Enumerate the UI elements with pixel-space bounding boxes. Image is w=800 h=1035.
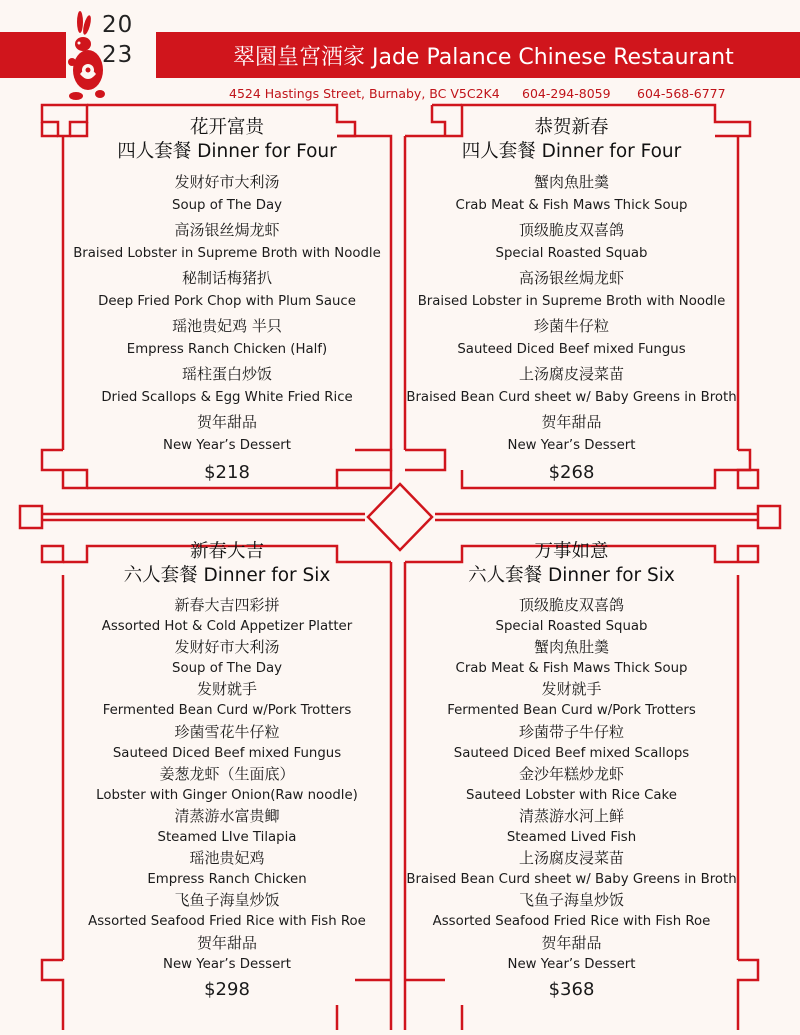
dish-name-en: New Year’s Dessert [507,956,636,972]
dish-name-en: Special Roasted Squab [495,246,648,261]
menu-title: 四人套餐 Dinner for Four [461,141,682,162]
dish-name-zh: 飞鱼子海皇炒饭 [518,891,624,910]
menu-title-zh: 恭贺新春 [534,117,609,138]
address: 4524 Hastings Street, Burnaby, BC V5C2K4 [229,86,500,101]
menu-title-zh: 花开富贵 [189,117,264,138]
dish-name-en: New Year’s Dessert [163,956,291,972]
dish-name-en: Sauteed Diced Beef mixed Fungus [457,342,686,357]
phone-1: 604-294-8059 [522,86,611,101]
dish-name-zh: 上汤腐皮浸菜苗 [518,365,624,383]
dish-name-en: Assorted Seafood Fried Rice with Fish Roe [88,914,366,930]
menu-dinner-for-six-1 [64,540,390,1003]
dish-name-en: Braised Lobster in Supreme Broth with Noodle [73,246,381,261]
dish-name-en: Dried Scallops & Egg White Fried Rice [101,390,353,405]
dish-name-zh: 清蒸游水河上鲜 [518,806,624,825]
dish-name-en: Empress Ranch Chicken (Half) [126,342,328,357]
dish-name-zh: 瑶池贵妃鸡 [189,849,265,868]
menu-title: 六人套餐 Dinner for Six [123,565,331,586]
dish-name-zh: 蟹肉魚肚羹 [533,173,609,191]
dish-name-en: Empress Ranch Chicken [147,872,307,888]
menu-title: 六人套餐 Dinner for Six [468,565,675,586]
dish-name-en: Braised Bean Curd sheet w/ Baby Greens in Broth [406,872,737,888]
dish-name-en: Braised Lobster in Supreme Broth with Noodle [417,294,726,309]
dish-name-en: Soup of The Day [172,661,282,677]
dish-name-en: Soup of The Day [172,198,282,213]
dish-name-zh: 发财好市大利汤 [174,173,280,191]
menu-title-zh: 新春大吉 [189,541,264,562]
dish-name-en: Steamed LIve Tilapia [157,830,297,846]
year-top: 20 [102,12,134,38]
year-bottom: 23 [102,42,134,68]
dish-name-en: Crab Meat & Fish Maws Thick Soup [455,198,688,213]
dish-name-en: Crab Meat & Fish Maws Thick Soup [455,661,688,677]
dish-name-zh: 金沙年糕炒龙虾 [518,764,624,783]
dish-name-zh: 蟹肉魚肚羹 [533,638,609,657]
menu-dinner-for-four-2 [406,116,737,486]
dish-name-en: New Year’s Dessert [163,438,291,453]
dish-name-zh: 贺年甜品 [196,933,257,952]
dish-name-zh: 姜葱龙虾（生面底） [159,764,295,783]
dish-name-zh: 珍菌雪花牛仔粒 [174,722,280,741]
dish-name-en: Fermented Bean Curd w/Pork Trotters [102,703,352,719]
dish-name-zh: 珍菌牛仔粒 [533,317,609,335]
dish-name-en: Sauteed Diced Beef mixed Scallops [453,745,690,761]
dish-name-en: Assorted Hot & Cold Appetizer Platter [101,619,353,635]
dish-name-en: Lobster with Ginger Onion(Raw noodle) [96,787,358,803]
menu-price: $218 [204,462,250,483]
dish-name-zh: 新春大吉四彩拼 [174,596,280,614]
dish-name-zh: 瑶池贵妃鸡 半只 [172,317,282,335]
dish-name-en: Sauteed Diced Beef mixed Fungus [112,745,342,761]
menu-dinner-for-four-1 [64,116,390,486]
dish-name-en: New Year’s Dessert [507,438,636,453]
dish-name-en: Sauteed Lobster with Rice Cake [466,787,677,803]
dish-name-zh: 顶级脆皮双喜鸽 [518,221,624,239]
menu-price: $368 [548,978,595,1000]
dish-name-zh: 瑶柱蛋白炒饭 [181,365,272,383]
restaurant-name: 翠園皇宮酒家 Jade Palance Chinese Restaurant [233,45,734,70]
dish-name-zh: 秘制话梅猪扒 [181,269,272,287]
dish-name-en: Steamed Lived Fish [506,830,637,846]
dish-name-zh: 发财就手 [196,680,257,699]
dish-name-zh: 清蒸游水富贵鲫 [174,806,280,825]
dish-name-en: Special Roasted Squab [495,619,648,635]
dish-name-zh: 高汤银丝焗龙虾 [518,269,624,287]
dish-name-zh: 高汤银丝焗龙虾 [174,221,280,239]
dish-name-en: Fermented Bean Curd w/Pork Trotters [447,703,696,719]
dish-name-zh: 顶级脆皮双喜鸽 [518,596,624,614]
menu-dinner-for-six-2 [406,540,737,1003]
dish-name-zh: 发财就手 [541,680,602,699]
dish-name-zh: 发财好市大利汤 [174,638,280,657]
menu-price: $268 [548,462,595,483]
menu-price: $298 [204,978,250,1000]
dish-name-zh: 上汤腐皮浸菜苗 [518,849,624,868]
dish-name-zh: 珍菌带子牛仔粒 [518,722,624,741]
phone-2: 604-568-6777 [637,86,726,101]
dish-name-en: Assorted Seafood Fried Rice with Fish Roe [432,914,711,930]
dish-name-zh: 贺年甜品 [196,413,257,431]
dish-name-zh: 飞鱼子海皇炒饭 [174,891,280,910]
dish-name-zh: 贺年甜品 [541,933,602,952]
dish-name-zh: 贺年甜品 [541,413,602,431]
dish-name-en: Braised Bean Curd sheet w/ Baby Greens in Broth [406,390,737,405]
dish-name-en: Deep Fried Pork Chop with Plum Sauce [98,294,356,309]
menu-title-zh: 万事如意 [534,541,609,562]
menu-title: 四人套餐 Dinner for Four [117,141,337,162]
